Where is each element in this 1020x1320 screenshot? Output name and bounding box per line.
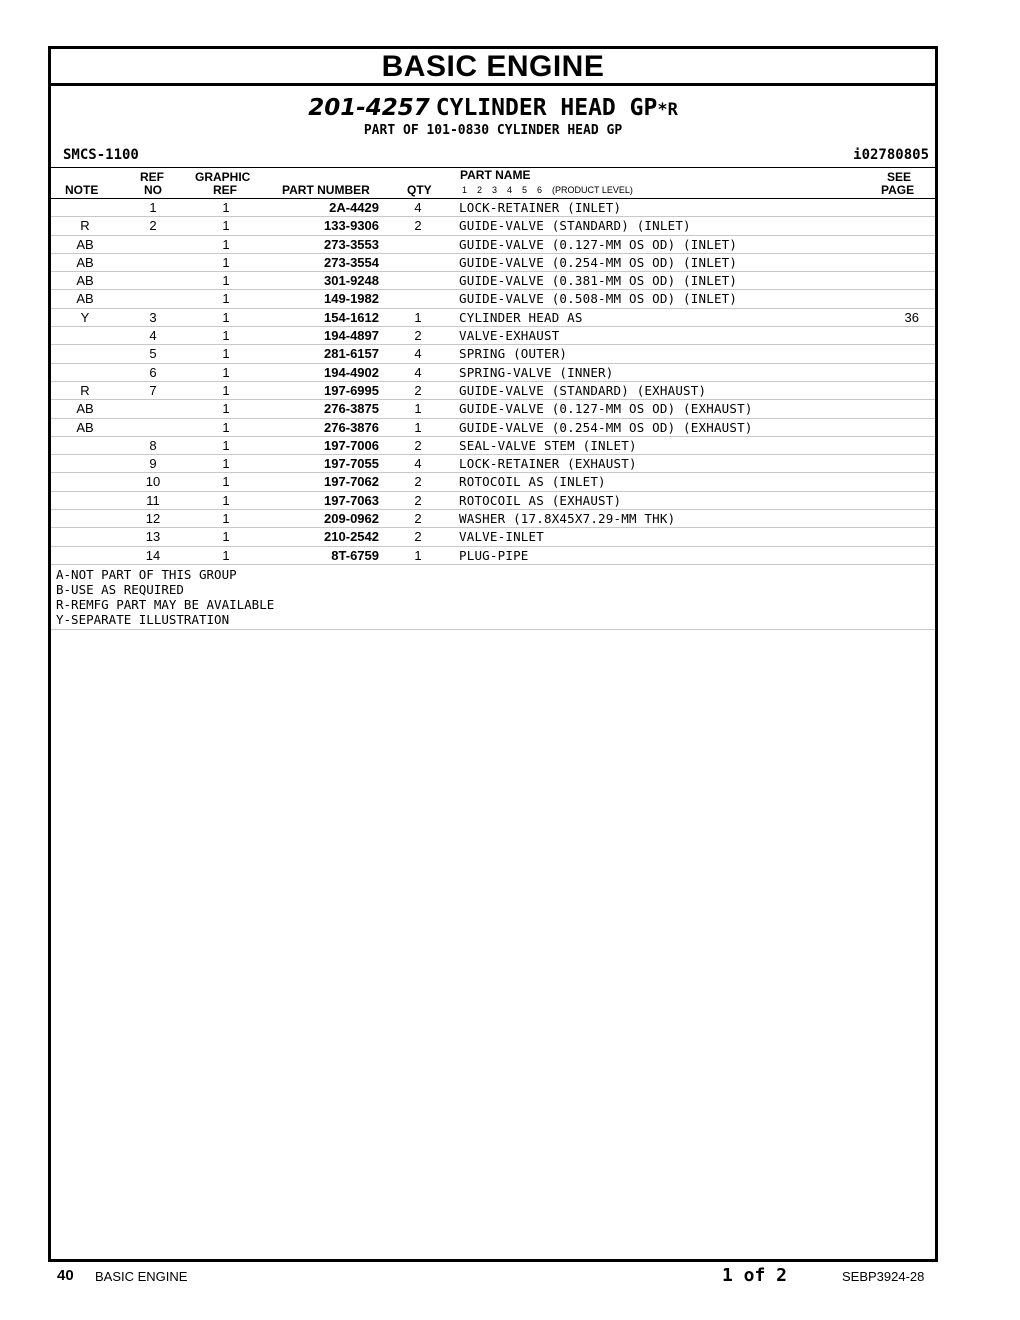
group-name: CYLINDER HEAD GP xyxy=(435,95,658,121)
meta-row xyxy=(51,145,935,167)
footer-page-of: 1 of 2 xyxy=(722,1265,788,1286)
row-ref-no: 8 xyxy=(149,437,157,453)
col-see-bottom: PAGE xyxy=(881,183,915,197)
table-row xyxy=(51,272,935,290)
row-graphic-ref: 1 xyxy=(222,511,230,527)
table-row xyxy=(51,217,935,235)
col-graphic-bottom: REF xyxy=(213,183,237,197)
row-ref-no: 5 xyxy=(149,346,157,362)
table-row xyxy=(51,528,935,546)
table-row xyxy=(51,199,935,217)
col-product-levels: 1 2 3 4 5 6 (PRODUCT LEVEL) xyxy=(462,185,633,195)
row-part-name: WASHER (17.8X45X7.29-MM THK) xyxy=(459,511,676,527)
row-ref-no: 3 xyxy=(149,309,157,325)
table-row xyxy=(51,419,935,437)
row-part-name: ROTOCOIL AS (EXHAUST) xyxy=(459,492,622,508)
row-graphic-ref: 1 xyxy=(222,492,230,508)
row-part-name: LOCK-RETAINER (INLET) xyxy=(459,200,622,215)
row-part-number[interactable]: 273-3553 xyxy=(324,236,379,252)
row-part-number[interactable]: 276-3876 xyxy=(324,419,379,435)
row-graphic-ref: 1 xyxy=(222,529,230,545)
table-row xyxy=(51,437,935,455)
row-ref-no: 14 xyxy=(145,547,161,563)
row-part-number[interactable]: 301-9248 xyxy=(324,273,379,289)
row-part-name: GUIDE-VALVE (0.127-MM OS OD) (INLET) xyxy=(459,236,738,252)
row-note: AB xyxy=(76,419,94,435)
row-graphic-ref: 1 xyxy=(222,419,230,435)
row-part-number[interactable]: 197-7055 xyxy=(324,456,379,472)
row-ref-no: 6 xyxy=(149,364,157,380)
row-note: Y xyxy=(80,309,90,325)
row-part-number[interactable]: 8T-6759 xyxy=(331,547,379,563)
smcs-code: SMCS-1100 xyxy=(63,147,139,163)
table-row xyxy=(51,236,935,254)
col-part-number: PART NUMBER xyxy=(282,183,370,197)
row-note: R xyxy=(80,218,90,234)
row-qty: 2 xyxy=(414,492,422,508)
row-note: AB xyxy=(76,236,94,252)
row-ref-no: 2 xyxy=(149,218,157,234)
group-suffix: *R xyxy=(657,100,678,120)
row-graphic-ref: 1 xyxy=(222,346,230,362)
row-graphic-ref: 1 xyxy=(222,547,230,563)
row-qty: 2 xyxy=(414,529,422,545)
table-row xyxy=(51,327,935,345)
row-part-number[interactable]: 149-1982 xyxy=(324,291,379,307)
table-row xyxy=(51,492,935,510)
col-ref-top: REF xyxy=(140,170,164,184)
table-row xyxy=(51,455,935,473)
row-qty: 2 xyxy=(414,218,422,234)
note-line: A-NOT PART OF THIS GROUP xyxy=(56,566,237,582)
row-note: AB xyxy=(76,291,94,307)
col-qty: QTY xyxy=(407,183,432,197)
illustration-id: i02780805 xyxy=(853,147,929,163)
row-qty: 1 xyxy=(414,419,422,435)
row-qty: 2 xyxy=(414,328,422,344)
row-graphic-ref: 1 xyxy=(222,364,230,380)
col-part-name: PART NAME xyxy=(460,168,531,182)
row-part-name: GUIDE-VALVE (0.127-MM OS OD) (EXHAUST) xyxy=(459,401,753,417)
notes-block xyxy=(51,565,935,630)
row-note: AB xyxy=(76,401,94,417)
row-part-name: PLUG-PIPE xyxy=(459,547,529,563)
row-part-name: SPRING-VALVE (INNER) xyxy=(459,364,614,380)
row-graphic-ref: 1 xyxy=(222,437,230,453)
row-part-name: ROTOCOIL AS (INLET) xyxy=(459,474,606,490)
row-ref-no: 10 xyxy=(145,474,161,490)
parts-list-frame xyxy=(48,46,938,1262)
note-line: Y-SEPARATE ILLUSTRATION xyxy=(56,611,230,627)
parts-table-body xyxy=(51,199,935,565)
row-part-name: GUIDE-VALVE (STANDARD) (EXHAUST) xyxy=(459,382,707,398)
row-part-name: CYLINDER HEAD AS xyxy=(459,309,583,325)
row-part-name: GUIDE-VALVE (0.508-MM OS OD) (INLET) xyxy=(459,291,738,307)
row-ref-no: 7 xyxy=(149,382,157,398)
row-ref-no: 13 xyxy=(145,529,161,545)
table-row xyxy=(51,309,935,327)
row-graphic-ref: 1 xyxy=(222,456,230,472)
row-part-number[interactable]: 194-4897 xyxy=(324,328,379,344)
note-line: R-REMFG PART MAY BE AVAILABLE xyxy=(56,596,275,612)
footer-page-number: 40 xyxy=(57,1267,74,1284)
table-row xyxy=(51,473,935,491)
row-qty: 1 xyxy=(414,401,422,417)
row-qty: 2 xyxy=(414,474,422,490)
row-part-number[interactable]: 197-7062 xyxy=(324,474,379,490)
row-ref-no: 9 xyxy=(149,456,157,472)
row-part-name: GUIDE-VALVE (0.381-MM OS OD) (INLET) xyxy=(459,273,738,289)
part-of-line: PART OF 101-0830 CYLINDER HEAD GP xyxy=(363,123,623,138)
row-qty: 2 xyxy=(414,437,422,453)
row-ref-no: 4 xyxy=(149,328,157,344)
row-part-number[interactable]: 197-7006 xyxy=(324,437,379,453)
row-part-name: GUIDE-VALVE (0.254-MM OS OD) (EXHAUST) xyxy=(459,419,753,435)
row-graphic-ref: 1 xyxy=(222,236,230,252)
row-part-number[interactable]: 133-9306 xyxy=(324,218,379,234)
col-note: NOTE xyxy=(65,183,99,197)
footer-section: BASIC ENGINE xyxy=(95,1269,188,1284)
row-part-number[interactable]: 2A-4429 xyxy=(329,200,379,215)
section-title: BASIC ENGINE xyxy=(51,49,935,86)
table-row xyxy=(51,364,935,382)
table-row xyxy=(51,382,935,400)
row-part-number[interactable]: 197-6995 xyxy=(324,382,379,398)
row-note: AB xyxy=(76,273,94,289)
row-part-name: GUIDE-VALVE (0.254-MM OS OD) (INLET) xyxy=(459,254,738,270)
row-graphic-ref: 1 xyxy=(222,401,230,417)
row-part-name: GUIDE-VALVE (STANDARD) (INLET) xyxy=(459,218,691,234)
row-part-name: VALVE-EXHAUST xyxy=(459,328,560,344)
note-line: B-USE AS REQUIRED xyxy=(56,581,184,597)
row-graphic-ref: 1 xyxy=(222,328,230,344)
table-row xyxy=(51,510,935,528)
row-ref-no: 12 xyxy=(145,511,161,527)
row-qty: 1 xyxy=(414,547,422,563)
table-row xyxy=(51,345,935,363)
page-footer xyxy=(0,1262,1020,1292)
row-part-number[interactable]: 194-4902 xyxy=(324,364,379,380)
row-part-number[interactable]: 273-3554 xyxy=(324,254,379,270)
row-ref-no: 11 xyxy=(146,492,160,508)
row-qty: 1 xyxy=(414,309,422,325)
row-part-number[interactable]: 197-7063 xyxy=(324,492,379,508)
row-note: AB xyxy=(76,254,94,270)
col-ref-bottom: NO xyxy=(144,183,162,197)
row-graphic-ref: 1 xyxy=(222,474,230,490)
row-part-number[interactable]: 154-1612 xyxy=(324,309,379,325)
row-ref-no: 1 xyxy=(149,200,157,215)
row-graphic-ref: 1 xyxy=(222,382,230,398)
table-row xyxy=(51,290,935,308)
table-header xyxy=(51,167,935,199)
row-part-name: SPRING (OUTER) xyxy=(459,346,568,362)
row-see-page[interactable]: 36 xyxy=(904,309,919,325)
row-qty: 4 xyxy=(414,364,422,380)
group-number[interactable]: 201-4257 xyxy=(308,95,430,121)
row-part-name: SEAL-VALVE STEM (INLET) xyxy=(459,437,637,453)
row-part-number[interactable]: 276-3875 xyxy=(324,401,379,417)
col-see-top: SEE xyxy=(887,170,912,184)
row-part-number[interactable]: 209-0962 xyxy=(324,511,379,527)
row-part-name: LOCK-RETAINER (EXHAUST) xyxy=(459,456,637,472)
row-part-number[interactable]: 281-6157 xyxy=(324,346,379,362)
row-qty: 4 xyxy=(414,456,422,472)
row-graphic-ref: 1 xyxy=(222,273,230,289)
group-title xyxy=(51,94,935,122)
table-row xyxy=(51,400,935,418)
footer-doc-id: SEBP3924-28 xyxy=(842,1269,925,1284)
row-graphic-ref: 1 xyxy=(222,200,230,215)
col-graphic-top: GRAPHIC xyxy=(195,170,251,184)
row-part-number[interactable]: 210-2542 xyxy=(324,529,379,545)
row-graphic-ref: 1 xyxy=(222,291,230,307)
table-row xyxy=(51,254,935,272)
table-row xyxy=(51,547,935,565)
row-note: R xyxy=(80,382,90,398)
row-graphic-ref: 1 xyxy=(222,218,230,234)
row-graphic-ref: 1 xyxy=(222,254,230,270)
row-qty: 4 xyxy=(414,346,422,362)
row-qty: 2 xyxy=(414,511,422,527)
row-qty: 2 xyxy=(414,382,422,398)
row-qty: 4 xyxy=(414,200,422,215)
row-graphic-ref: 1 xyxy=(222,309,230,325)
row-part-name: VALVE-INLET xyxy=(459,529,544,545)
